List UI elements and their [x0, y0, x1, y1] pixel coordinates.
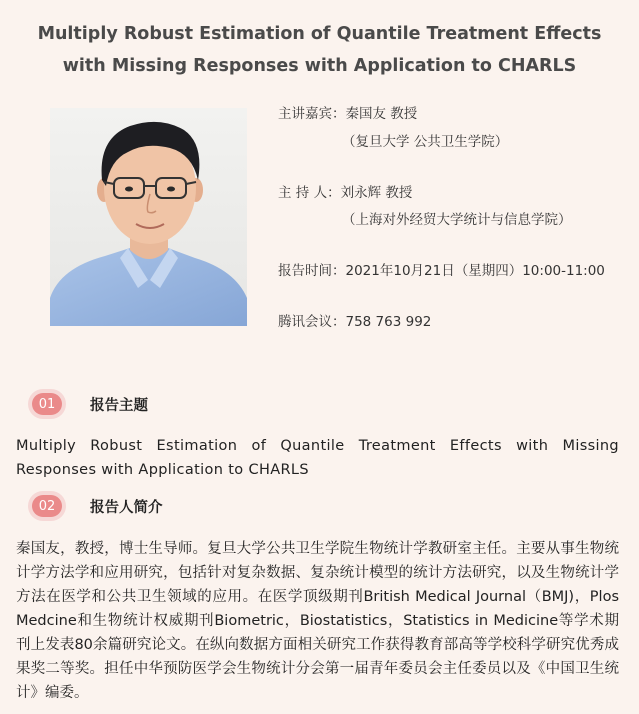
host-label: 主 持 人：刘永辉 教授 — [278, 185, 413, 201]
section-bio-title: 报告人简介 — [90, 499, 163, 516]
lecture-title — [0, 18, 639, 82]
lecture-title-line-1: Multiply Robust Estimation of Quantile Treatment Effects — [37, 24, 602, 44]
speaker-portrait-image — [50, 108, 247, 326]
speaker-label: 主讲嘉宾：秦国友 教授 — [278, 106, 418, 122]
section-number-badge: 02 — [32, 495, 62, 517]
section-topic-text: Multiply Robust Estimation of Quantile Treatment Effects with Missing Responses with Application to CHARLS — [16, 438, 619, 478]
host-affiliation: （上海对外经贸大学统计与信息学院） — [342, 212, 572, 228]
speaker-photo — [50, 108, 247, 326]
section-topic-title: 报告主题 — [90, 397, 148, 414]
speaker-affiliation: （复旦大学 公共卫生学院） — [342, 134, 509, 150]
section-bio-text: 秦国友，教授，博士生导师。复旦大学公共卫生学院生物统计学教研室主任。主要从事生物统计学方法学和应用研究，包括针对复杂数据、复杂统计模型的统计方法研究，以及生物统计学方法在医学和公共卫生领域的应用。在医学顶级期刊British Medical Journal（BMJ)，Plos Medcine和生物统计权威期刊Biometric，Biostatistics，Statistics in Medicine等学术期刊上发表80余篇研究论文。在纵向数据方面相关研究工作获得教育部高等学校科学研究优秀成果奖二等奖。担任中华预防医学会生物统计分会第一届青年委员会主任委员以及《中国卫生统计》编委。 — [16, 541, 619, 701]
lecture-time: 报告时间：2021年10月21日（星期四）10:00-11:00 — [278, 263, 605, 279]
meeting-id: 腾讯会议：758 763 992 — [278, 314, 432, 330]
section-number-badge: 01 — [32, 393, 62, 415]
lecture-title-line-2: with Missing Responses with Application to CHARLS — [62, 56, 577, 76]
section-topic-header — [32, 391, 148, 417]
section-bio-header — [32, 493, 163, 519]
